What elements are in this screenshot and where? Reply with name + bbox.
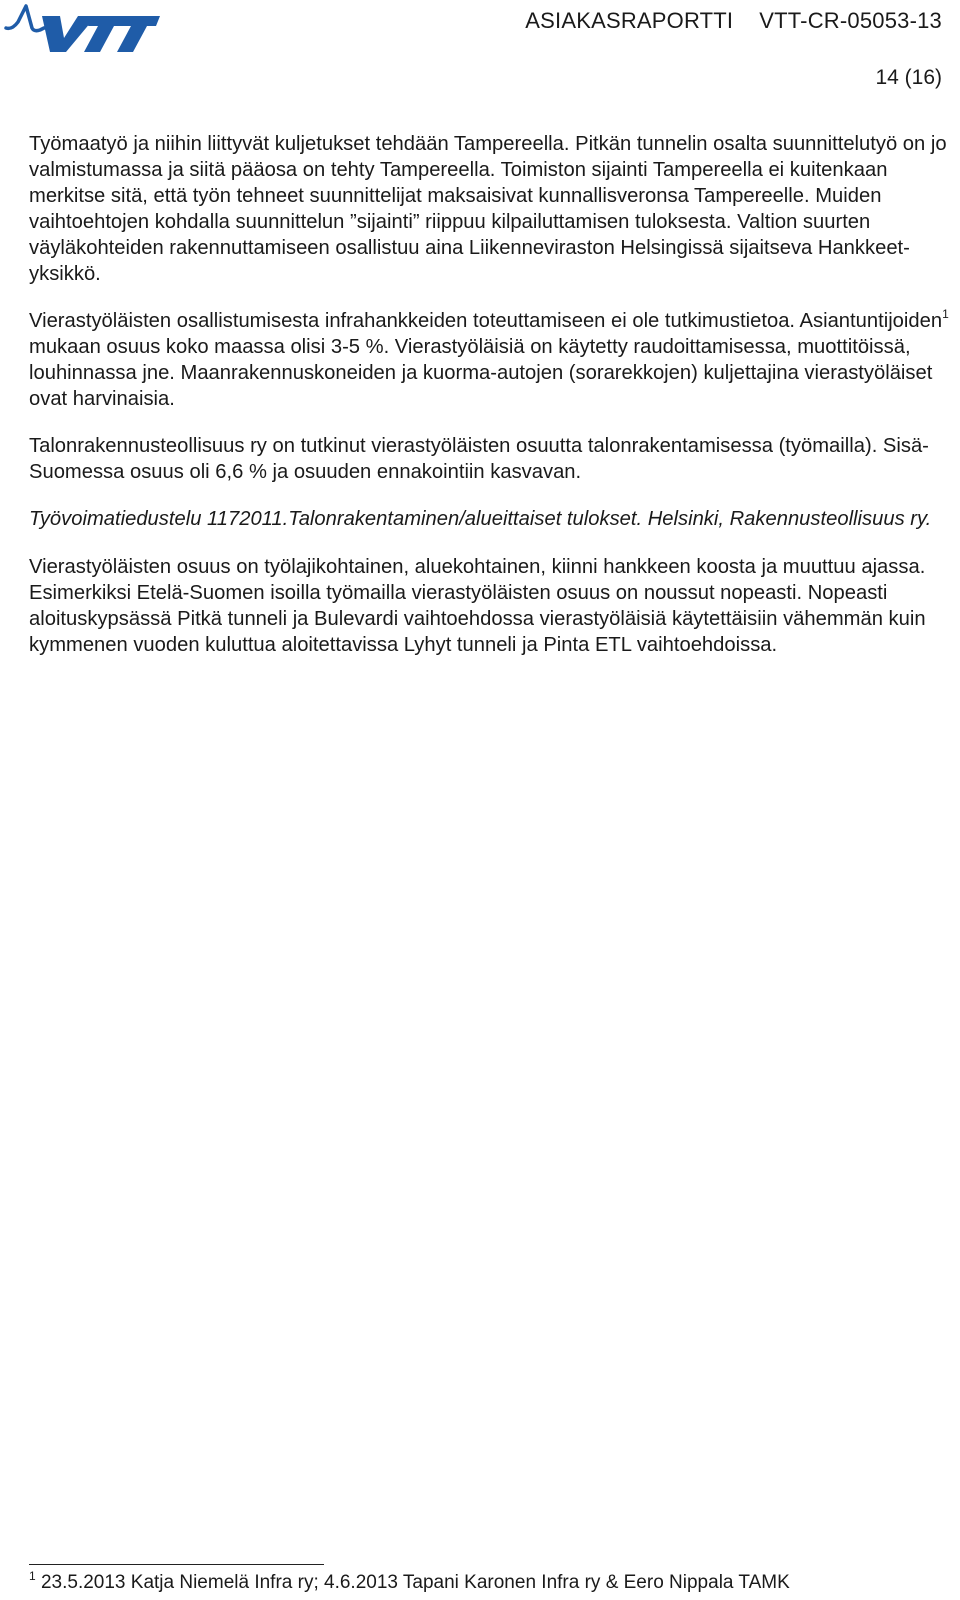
footnote	[29, 1569, 790, 1594]
report-type: ASIAKASRAPORTTI	[525, 8, 734, 33]
paragraph-text: mukaan osuus koko maassa olisi 3-5 %. Vierastyöläisiä on käytetty raudoittamisessa, muottitöissä, louhinnassa jne. Maanrakennuskoneiden ja kuorma-autojen (sorarekkojen) kuljettajina vierastyöläiset ovat harvinaisia.	[29, 336, 933, 410]
report-id: VTT-CR-05053-13	[759, 8, 942, 33]
report-body	[29, 131, 949, 679]
citation: Työvoimatiedustelu 1172011.Talonrakentaminen/alueittaiset tulokset. Helsinki, Rakennusteollisuus ry.	[29, 508, 932, 530]
paragraph-building-industry: Talonrakennusteollisuus ry on tutkinut vierastyöläisten osuutta talonrakentamisessa (työmailla). Sisä-Suomessa osuus oli 6,6 % ja osuuden ennakointiin kasvavan.	[29, 435, 929, 483]
paragraph-foreign-workers	[29, 308, 949, 412]
report-header	[525, 8, 942, 34]
footnote-reference[interactable]: 1	[942, 307, 949, 321]
logo-wave-icon	[6, 6, 44, 31]
page-number: 14 (16)	[875, 66, 942, 89]
paragraph-tampere-work: Työmaatyö ja niihin liittyvät kuljetukset tehdään Tampereella. Pitkän tunnelin osalta suunnittelutyö on jo valmistumassa ja siitä pääosa on tehty Tampereella. Toimiston sijainti Tampereella ei kuitenkaan merkitse sitä, että työn tehneet suunnittelijat maksaisivat kunnallisveronsa Tampereelle. Muiden vaihtoehtojen kohdalla suunnittelun ”sijainti” riippuu kilpailuttamisen tuloksesta. Valtion suurten väyläkohteiden rakennuttamiseen osallistuu aina Liikenneviraston Helsingissä sijaitseva Hankkeet-yksikkö.	[29, 133, 947, 285]
footnote-number: 1	[29, 1569, 36, 1583]
paragraph-worker-share: Vierastyöläisten osuus on työlajikohtainen, aluekohtainen, kiinni hankkeen koosta ja muuttuu ajassa. Esimerkiksi Etelä-Suomen isoilla työmailla vierastyöläisten osuus on noussut nopeasti. Nopeasti aloituskypsässä Pitkä tunneli ja Bulevardi vaihtoehdossa vierastyöläisiä käytettäisiin vähemmän kuin kymmenen vuoden kuluttua aloitettavissa Lyhyt tunneli ja Pinta ETL vaihtoehdoissa.	[29, 556, 926, 656]
vtt-logo	[4, 0, 162, 58]
footnote-divider	[29, 1564, 324, 1565]
paragraph-text: Vierastyöläisten osallistumisesta infrahankkeiden toteuttamiseen ei ole tutkimustietoa. Asiantuntijoiden	[29, 310, 943, 332]
footnote-text: 23.5.2013 Katja Niemelä Infra ry; 4.6.2013 Tapani Karonen Infra ry & Eero Nippala TAMK	[35, 1572, 790, 1593]
